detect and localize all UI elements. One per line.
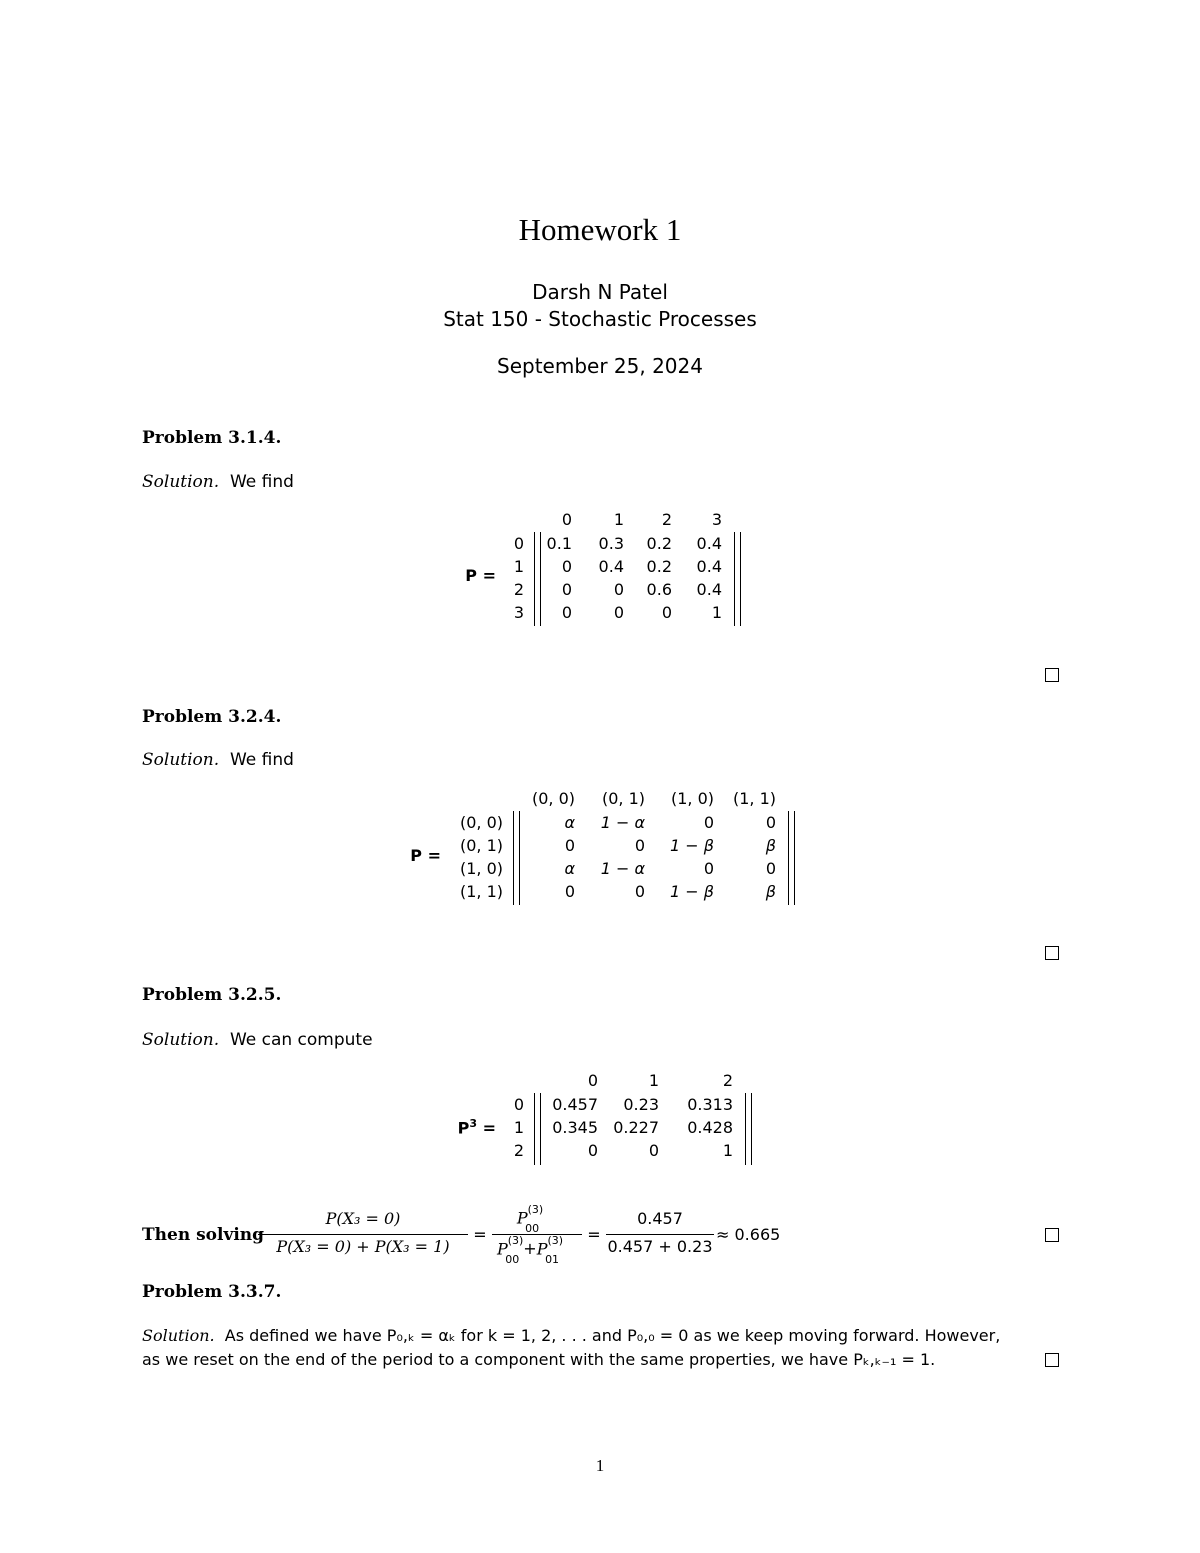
matrix-cell: 0.428 — [687, 1118, 733, 1137]
matrix-row-header: (0, 1) — [459, 836, 503, 855]
matrix-cell: 0.23 — [623, 1095, 659, 1114]
solution-line — [142, 472, 294, 492]
matrix-row-header: 2 — [513, 1141, 524, 1160]
matrix-right-bar — [734, 532, 741, 626]
fraction-3-numerator: 0.457 — [637, 1209, 683, 1228]
solution-line — [142, 1326, 1062, 1345]
equals-sign: = — [473, 1225, 487, 1244]
matrix-cell: 1 − β — [670, 882, 714, 901]
matrix-row-header: 0 — [513, 1095, 524, 1114]
matrix-symbol: P = — [410, 846, 441, 865]
solution-label: Solution. — [142, 1326, 215, 1345]
matrix-cell: β — [765, 836, 776, 855]
matrix-row-header: 3 — [513, 603, 524, 622]
qed-square — [1045, 1353, 1059, 1367]
matrix-cell: 1 − α — [600, 859, 645, 878]
matrix-cell: 0.4 — [598, 557, 624, 576]
matrix-cell: 0 — [634, 836, 645, 855]
matrix-cell: 1 − α — [600, 813, 645, 832]
matrix-cell: 0.3 — [598, 534, 624, 553]
matrix-cell: 0 — [587, 1141, 598, 1160]
matrix-symbol: P = — [465, 566, 496, 585]
document-date: September 25, 2024 — [497, 354, 703, 378]
solution-text: As defined we have P₀,ₖ = αₖ for k = 1, 2, . . . and P₀,₀ = 0 as we keep moving forward. However, — [224, 1326, 1001, 1345]
matrix-cell: 0 — [561, 603, 572, 622]
matrix-col-header: 0 — [587, 1071, 598, 1090]
matrix-col-header: 3 — [711, 510, 722, 529]
fraction-2-denominator: $P^{(3)}_{00}+P^{(3)}_{01}$ — [496, 1234, 564, 1266]
matrix-cell: 0 — [661, 603, 672, 622]
approx-result: ≈ 0.665 — [716, 1225, 781, 1244]
matrix-cell: 0 — [564, 882, 575, 901]
matrix-cell: 0 — [703, 813, 714, 832]
matrix-cell: 1 − β — [670, 836, 714, 855]
qed-square — [1045, 1228, 1059, 1242]
matrix-cell: 0.457 — [552, 1095, 598, 1114]
solution-text: We can compute — [229, 1030, 373, 1050]
page-number: 1 — [595, 1456, 605, 1475]
matrix-cell: 0 — [703, 859, 714, 878]
matrix-cell: 0.2 — [646, 534, 672, 553]
matrix-cell: 0 — [634, 882, 645, 901]
solution-line — [142, 750, 294, 770]
matrix-row-header: 2 — [513, 580, 524, 599]
page-title: Homework 1 — [518, 212, 682, 247]
matrix-cell: 1 — [711, 603, 722, 622]
matrix-cell: β — [765, 882, 776, 901]
problem-heading: Problem 3.2.4. — [142, 707, 282, 727]
fraction-3-denominator: 0.457 + 0.23 — [607, 1237, 713, 1256]
solution-label: Solution. — [142, 1030, 220, 1050]
matrix-row-header: 1 — [513, 557, 524, 576]
matrix-cell: 0 — [648, 1141, 659, 1160]
fraction-1-denominator: P(X₃ = 0) + P(X₃ = 1) — [276, 1237, 450, 1256]
matrix-right-bar — [745, 1093, 752, 1165]
solution-line — [142, 1030, 373, 1050]
then-solving-label: Then solving — [142, 1225, 265, 1245]
matrix-cell: 0 — [561, 580, 572, 599]
qed-square — [1045, 946, 1059, 960]
matrix-cell: 0.4 — [696, 557, 722, 576]
qed-square — [1045, 668, 1059, 682]
solution-label: Solution. — [142, 750, 220, 770]
matrix-col-header: 1 — [648, 1071, 659, 1090]
solution-text: We find — [229, 750, 294, 770]
matrix-cell: 0 — [765, 813, 776, 832]
course-name: Stat 150 - Stochastic Processes — [443, 307, 757, 331]
matrix-col-header: (0, 1) — [601, 789, 645, 808]
matrix-col-header: (1, 1) — [732, 789, 776, 808]
matrix-left-bar — [513, 811, 520, 905]
solution-line-2: as we reset on the end of the period to a component with the same properties, we have Pₖ,ₖ₋₁ = 1. — [142, 1350, 936, 1369]
matrix-cell: 0 — [564, 836, 575, 855]
problem-heading: Problem 3.1.4. — [142, 428, 282, 448]
matrix-col-header: (0, 0) — [531, 789, 575, 808]
matrix-col-header: 2 — [661, 510, 672, 529]
matrix-cell: 0 — [613, 580, 624, 599]
equals-sign: = — [587, 1225, 601, 1244]
solution-label: Solution. — [142, 472, 220, 492]
matrix-col-header: (1, 0) — [670, 789, 714, 808]
matrix-row-header: (1, 0) — [459, 859, 503, 878]
author-name: Darsh N Patel — [532, 280, 668, 304]
matrix-row-header: (1, 1) — [459, 882, 503, 901]
fraction-2-numerator: $P^{(3)}_{00}$ — [516, 1203, 544, 1235]
matrix-left-bar — [534, 532, 541, 626]
matrix-symbol: $P^3$ = — [457, 1117, 496, 1138]
matrix-cell: 0.2 — [646, 557, 672, 576]
matrix-cell: 0.227 — [613, 1118, 659, 1137]
matrix-cell: 0 — [613, 603, 624, 622]
matrix-col-header: 2 — [722, 1071, 733, 1090]
matrix-cell: 0.1 — [546, 534, 572, 553]
matrix-cell: 0.345 — [552, 1118, 598, 1137]
matrix-row-header: 0 — [513, 534, 524, 553]
matrix-cell: 0 — [561, 557, 572, 576]
matrix-cell: 0 — [765, 859, 776, 878]
matrix-col-header: 0 — [561, 510, 572, 529]
matrix-cell: 0.313 — [687, 1095, 733, 1114]
solution-text: We find — [229, 472, 294, 492]
matrix-cell: 0.6 — [646, 580, 672, 599]
fraction-bar — [258, 1234, 468, 1235]
fraction-bar — [606, 1234, 714, 1235]
matrix-cell: 1 — [722, 1141, 733, 1160]
fraction-bar — [492, 1234, 582, 1235]
matrix-cell: α — [564, 859, 575, 878]
matrix-cell: 0.4 — [696, 580, 722, 599]
matrix-col-header: 1 — [613, 510, 624, 529]
problem-heading: Problem 3.2.5. — [142, 985, 282, 1005]
problem-heading: Problem 3.3.7. — [142, 1282, 282, 1302]
matrix-cell: 0.4 — [696, 534, 722, 553]
matrix-row-header: 1 — [513, 1118, 524, 1137]
matrix-row-header: (0, 0) — [459, 813, 503, 832]
matrix-left-bar — [534, 1093, 541, 1165]
matrix-right-bar — [788, 811, 795, 905]
fraction-1-numerator: P(X₃ = 0) — [325, 1209, 401, 1228]
matrix-cell: α — [564, 813, 575, 832]
